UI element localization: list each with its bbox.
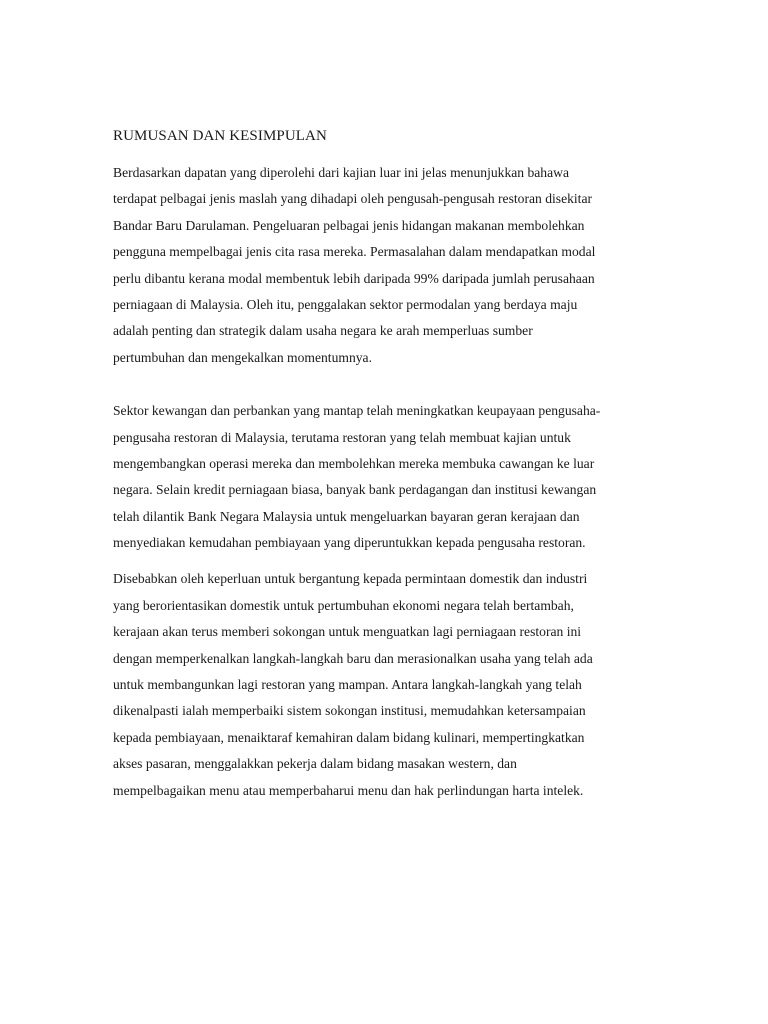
paragraph-line: negara. Selain kredit perniagaan biasa, banyak bank perdagangan dan institusi kewangan	[113, 482, 597, 498]
paragraph-line: pertumbuhan dan mengekalkan momentumnya.	[113, 349, 372, 365]
paragraph-line: Disebabkan oleh keperluan untuk bergantung kepada permintaan domestik dan industri	[113, 571, 588, 587]
document-heading: RUMUSAN DAN KESIMPULAN	[113, 128, 327, 144]
paragraph-line: terdapat pelbagai jenis maslah yang dihadapi oleh pengusah-pengusah restoran disekitar	[113, 191, 593, 207]
paragraph-line: telah dilantik Bank Negara Malaysia untuk mengeluarkan bayaran geran kerajaan dan	[113, 508, 580, 524]
paragraph-line: Sektor kewangan dan perbankan yang mantap telah meningkatkan keupayaan pengusaha-	[113, 403, 601, 419]
paragraph-line: untuk membangunkan lagi restoran yang mampan. Antara langkah-langkah yang telah	[113, 677, 582, 693]
paragraph-line: pengguna mempelbagai jenis cita rasa mereka. Permasalahan dalam mendapatkan modal	[113, 244, 596, 260]
paragraph-line: kepada pembiayaan, menaiktaraf kemahiran dalam bidang kulinari, mempertingkatkan	[113, 729, 585, 745]
paragraph-2	[113, 398, 653, 556]
paragraph-line: menyediakan kemudahan pembiayaan yang diperuntukkan kepada pengusaha restoran.	[113, 535, 586, 551]
paragraph-line: mempelbagaikan menu atau memperbaharui menu dan hak perlindungan harta intelek.	[113, 782, 584, 798]
document-body	[113, 126, 653, 804]
paragraph-line: yang berorientasikan domestik untuk pertumbuhan ekonomi negara telah bertambah,	[113, 597, 574, 613]
paragraph-spacer	[113, 371, 653, 398]
paragraph-line: akses pasaran, menggalakkan pekerja dalam bidang masakan western, dan	[113, 756, 517, 772]
paragraph-line: perlu dibantu kerana modal membentuk lebih daripada 99% daripada jumlah perusahaan	[113, 270, 595, 286]
paragraph-line: dengan memperkenalkan langkah-langkah baru dan merasionalkan usaha yang telah ada	[113, 650, 593, 666]
paragraph-spacer	[113, 556, 653, 566]
paragraph-line: pengusaha restoran di Malaysia, terutama restoran yang telah membuat kajian untuk	[113, 429, 571, 445]
paragraph-line: dikenalpasti ialah memperbaiki sistem sokongan institusi, memudahkan ketersampaian	[113, 703, 586, 719]
paragraph-line: adalah penting dan strategik dalam usaha negara ke arah memperluas sumber	[113, 323, 533, 339]
paragraph-3	[113, 566, 653, 804]
paragraph-line: Berdasarkan dapatan yang diperolehi dari kajian luar ini jelas menunjukkan bahawa	[113, 165, 569, 180]
paragraph-1	[113, 160, 653, 371]
paragraph-line: mengembangkan operasi mereka dan membolehkan mereka membuka cawangan ke luar	[113, 455, 595, 471]
paragraph-line: Bandar Baru Darulaman. Pengeluaran pelbagai jenis hidangan makanan membolehkan	[113, 217, 585, 233]
paragraph-line: perniagaan di Malaysia. Oleh itu, penggalakan sektor permodalan yang berdaya maju	[113, 296, 578, 312]
paragraph-line: kerajaan akan terus memberi sokongan untuk menguatkan lagi perniagaan restoran ini	[113, 624, 582, 640]
